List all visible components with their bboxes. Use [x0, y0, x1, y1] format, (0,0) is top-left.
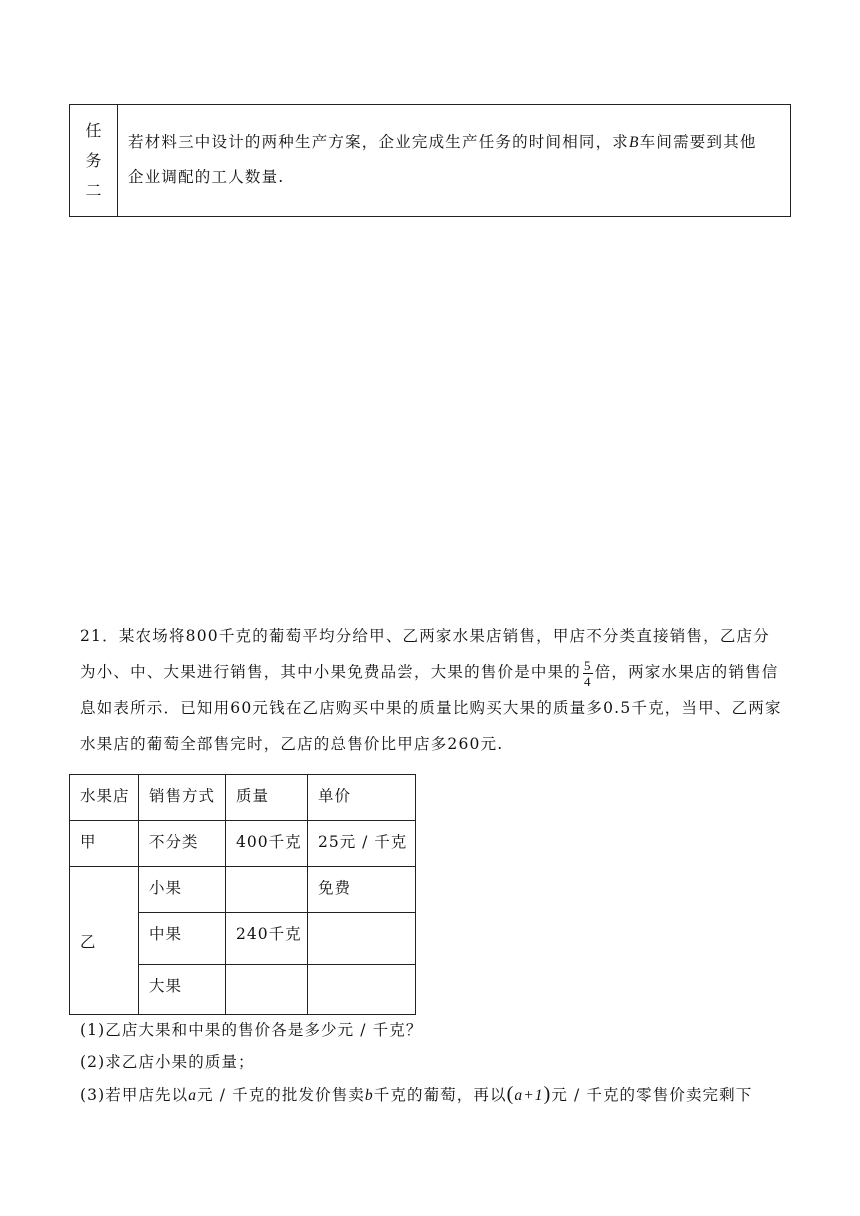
question-3-part: 元 / 千克的零售价卖完剩下 — [551, 1086, 753, 1104]
problem-text-a: 某农场将800千克的葡萄平均分给甲、乙两家水果店销售，甲店不分类直接销售，乙店分为小、中、大果进行销售，其中小果免费品尝，大果的售价是中果的 — [80, 627, 770, 681]
task-label-char: 任 — [85, 120, 102, 140]
cell-large-price — [308, 965, 416, 1015]
variable-a: a — [188, 1087, 198, 1104]
problem-text-b: 倍，两家水果店的销售信息如表所示．已知用60元钱在乙店购买中果的质量比购买大果的质量多0.5千克，当甲、乙两家水果店的葡萄全部售完时，乙店的总售价比甲店多260元. — [80, 663, 782, 753]
question-3-part: 元 / 千克的批发价售卖 — [197, 1086, 365, 1104]
question-3-part: (3)若甲店先以 — [80, 1086, 189, 1104]
task-label-char: 二 — [85, 180, 102, 200]
sales-info-table — [69, 774, 416, 1015]
problem-21-questions — [80, 1014, 790, 1112]
cell-large: 大果 — [139, 965, 226, 1015]
cell-store-jia: 甲 — [70, 821, 139, 867]
fraction-denominator: 4 — [584, 673, 592, 689]
cell-store-yi: 乙 — [70, 867, 139, 1015]
table-row-jia — [70, 821, 416, 867]
paren-open: ( — [506, 1083, 515, 1105]
paren-close: ) — [543, 1083, 552, 1105]
header-method: 销售方式 — [139, 775, 226, 821]
problem-number: 21． — [80, 627, 119, 645]
task-line-1 — [128, 125, 780, 160]
variable-B: B — [629, 134, 640, 151]
task-text-part: 车间需要到其他 — [639, 133, 757, 151]
task-line-2: 企业调配的工人数量. — [128, 168, 285, 186]
expression-a-plus-1: a+1 — [514, 1087, 544, 1104]
cell-jia-method: 不分类 — [139, 821, 226, 867]
header-weight: 质量 — [226, 775, 308, 821]
cell-small-weight — [226, 867, 308, 913]
cell-medium-weight: 240千克 — [226, 913, 308, 965]
cell-large-weight — [226, 965, 308, 1015]
question-2: (2)求乙店小果的质量； — [80, 1053, 255, 1071]
cell-small-price: 免费 — [308, 867, 416, 913]
cell-small: 小果 — [139, 867, 226, 913]
task-label-char: 务 — [85, 150, 102, 170]
question-3-part: 千克的葡萄，再以 — [373, 1086, 507, 1104]
task-two-table — [69, 104, 791, 217]
table-row-yi-small — [70, 867, 416, 913]
header-store: 水果店 — [70, 775, 139, 821]
task-text-part: 若材料三中设计的两种生产方案，企业完成生产任务的时间相同，求 — [128, 133, 630, 151]
question-1: (1)乙店大果和中果的售价各是多少元 / 千克？ — [80, 1021, 423, 1039]
problem-21-statement — [80, 618, 786, 762]
cell-jia-price: 25元 / 千克 — [308, 821, 416, 867]
variable-b: b — [364, 1087, 374, 1104]
cell-medium: 中果 — [139, 913, 226, 965]
question-3 — [80, 1078, 790, 1112]
cell-jia-weight: 400千克 — [226, 821, 308, 867]
task-content-cell — [118, 105, 790, 216]
task-label-cell — [70, 105, 118, 216]
header-price: 单价 — [308, 775, 416, 821]
cell-medium-price — [308, 913, 416, 965]
table-header-row — [70, 775, 416, 821]
fraction-numerator: 5 — [584, 657, 592, 673]
fraction-five-fourths — [583, 658, 593, 689]
